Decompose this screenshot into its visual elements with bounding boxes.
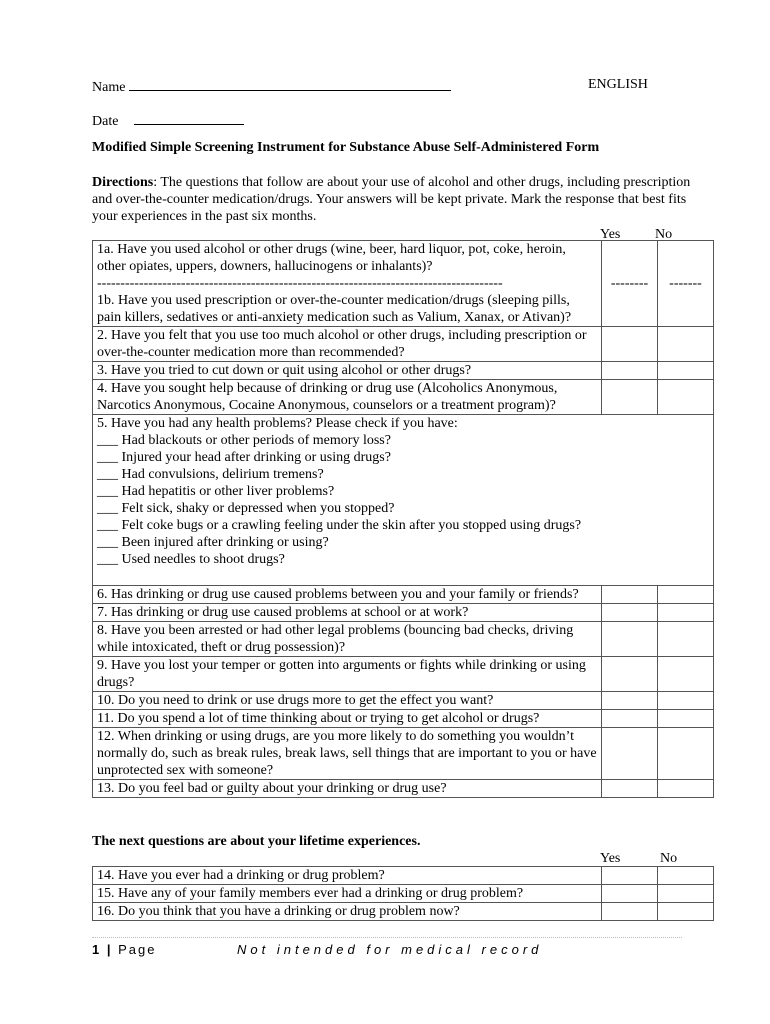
table-row bbox=[93, 415, 714, 586]
question-3-yes-cell[interactable] bbox=[602, 362, 658, 380]
health-check-item[interactable]: ___ Had blackouts or other periods of memory loss? bbox=[97, 433, 391, 448]
table-row bbox=[93, 692, 714, 710]
question-1-cell bbox=[93, 241, 602, 327]
no-column-header: No bbox=[655, 227, 673, 242]
page-label: Page bbox=[118, 942, 157, 957]
directions-text: : The questions that follow are about your use of alcohol and other drugs, including prescription and over-the-counter medication/drugs. Your answers will be kept private. Mark the response that best fits your experiences in the past six months. bbox=[92, 175, 691, 224]
name-field-row bbox=[92, 76, 451, 96]
page-number: 1 bbox=[92, 942, 102, 957]
directions-label: Directions bbox=[92, 175, 154, 190]
question-7-yes-cell[interactable] bbox=[602, 604, 658, 622]
page-separator: | bbox=[101, 942, 119, 957]
question-9-no-cell[interactable] bbox=[658, 657, 714, 692]
table-row bbox=[93, 622, 714, 657]
question-1-yes-dashes: -------- bbox=[610, 276, 649, 291]
question-8: 8. Have you been arrested or had other legal problems (bouncing bad checks, driving while intoxicated, theft or drug possession)? bbox=[93, 622, 602, 657]
question-13: 13. Do you feel bad or guilty about your drinking or drug use? bbox=[93, 780, 602, 798]
question-4-no-cell[interactable] bbox=[658, 380, 714, 415]
past-six-months-questions-table bbox=[92, 240, 714, 798]
directions-paragraph bbox=[92, 174, 712, 225]
question-5-intro: 5. Have you had any health problems? Please check if you have: bbox=[97, 416, 458, 431]
table-row bbox=[93, 586, 714, 604]
question-3: 3. Have you tried to cut down or quit using alcohol or other drugs? bbox=[93, 362, 602, 380]
question-16: 16. Do you think that you have a drinking or drug problem now? bbox=[93, 903, 602, 921]
question-6: 6. Has drinking or drug use caused problems between you and your family or friends? bbox=[93, 586, 602, 604]
health-check-item[interactable]: ___ Felt coke bugs or a crawling feeling under the skin after you stopped using drugs? bbox=[97, 518, 582, 533]
question-14-no-cell[interactable] bbox=[658, 867, 714, 885]
table-row bbox=[93, 604, 714, 622]
name-label: Name bbox=[92, 80, 126, 95]
page-footer bbox=[92, 941, 543, 958]
question-10-yes-cell[interactable] bbox=[602, 692, 658, 710]
question-14-yes-cell[interactable] bbox=[602, 867, 658, 885]
question-2-no-cell[interactable] bbox=[658, 327, 714, 362]
question-13-yes-cell[interactable] bbox=[602, 780, 658, 798]
table-row bbox=[93, 327, 714, 362]
question-7: 7. Has drinking or drug use caused problems at school or at work? bbox=[93, 604, 602, 622]
page-indicator bbox=[92, 942, 156, 957]
question-4: 4. Have you sought help because of drinking or drug use (Alcoholics Anonymous, Narcotics Anonymous, Cocaine Anonymous, counselors or a treatment program)? bbox=[93, 380, 602, 415]
question-14: 14. Have you ever had a drinking or drug problem? bbox=[93, 867, 602, 885]
question-5-cell bbox=[93, 415, 714, 586]
form-title: Modified Simple Screening Instrument for Substance Abuse Self-Administered Form bbox=[92, 140, 600, 155]
question-7-no-cell[interactable] bbox=[658, 604, 714, 622]
question-3-no-cell[interactable] bbox=[658, 362, 714, 380]
question-9: 9. Have you lost your temper or gotten into arguments or fights while drinking or using drugs? bbox=[93, 657, 602, 692]
date-label: Date bbox=[92, 114, 119, 129]
question-1-no-dashes: ------- bbox=[669, 276, 702, 291]
question-1b: 1b. Have you used prescription or over-the-counter medication/drugs (sleeping pills, pain killers, sedatives or anti-anxiety medication such as Valium, Xanax, or Ativan)? bbox=[97, 293, 572, 325]
table-row bbox=[93, 241, 714, 327]
yes-column-header: Yes bbox=[600, 227, 621, 242]
question-12-yes-cell[interactable] bbox=[602, 728, 658, 780]
question-16-no-cell[interactable] bbox=[658, 903, 714, 921]
question-1-separator: --------------------------------------------------------------------------------------- bbox=[97, 276, 503, 291]
table-row bbox=[93, 885, 714, 903]
table-row bbox=[93, 362, 714, 380]
health-check-item[interactable]: ___ Used needles to shoot drugs? bbox=[97, 552, 285, 567]
footer-divider bbox=[92, 937, 682, 938]
question-1a: 1a. Have you used alcohol or other drugs (wine, beer, hard liquor, pot, coke, heroin, other opiates, uppers, downers, hallucinogens or inhalants)? bbox=[97, 242, 566, 274]
question-11-yes-cell[interactable] bbox=[602, 710, 658, 728]
question-15: 15. Have any of your family members ever had a drinking or drug problem? bbox=[93, 885, 602, 903]
health-check-item[interactable]: ___ Been injured after drinking or using? bbox=[97, 535, 329, 550]
question-11: 11. Do you spend a lot of time thinking about or trying to get alcohol or drugs? bbox=[93, 710, 602, 728]
date-field-row bbox=[92, 110, 244, 130]
table-row bbox=[93, 710, 714, 728]
lifetime-section-heading: The next questions are about your lifetime experiences. bbox=[92, 834, 421, 849]
question-11-no-cell[interactable] bbox=[658, 710, 714, 728]
table-row bbox=[93, 728, 714, 780]
question-8-yes-cell[interactable] bbox=[602, 622, 658, 657]
question-1-yes-cell[interactable] bbox=[602, 241, 658, 327]
table-row bbox=[93, 867, 714, 885]
question-6-no-cell[interactable] bbox=[658, 586, 714, 604]
question-10: 10. Do you need to drink or use drugs more to get the effect you want? bbox=[93, 692, 602, 710]
date-input-line[interactable] bbox=[134, 110, 244, 125]
question-12-no-cell[interactable] bbox=[658, 728, 714, 780]
table-row bbox=[93, 903, 714, 921]
table-row bbox=[93, 380, 714, 415]
health-check-item[interactable]: ___ Felt sick, shaky or depressed when you stopped? bbox=[97, 501, 395, 516]
health-check-item[interactable]: ___ Injured your head after drinking or using drugs? bbox=[97, 450, 391, 465]
table-row bbox=[93, 657, 714, 692]
table-row bbox=[93, 780, 714, 798]
question-2: 2. Have you felt that you use too much alcohol or other drugs, including prescription or over-the-counter medication more than recommended? bbox=[93, 327, 602, 362]
question-10-no-cell[interactable] bbox=[658, 692, 714, 710]
question-2-yes-cell[interactable] bbox=[602, 327, 658, 362]
yes-column-header-2: Yes bbox=[600, 851, 621, 866]
question-16-yes-cell[interactable] bbox=[602, 903, 658, 921]
question-9-yes-cell[interactable] bbox=[602, 657, 658, 692]
question-15-no-cell[interactable] bbox=[658, 885, 714, 903]
question-4-yes-cell[interactable] bbox=[602, 380, 658, 415]
question-15-yes-cell[interactable] bbox=[602, 885, 658, 903]
health-check-item[interactable]: ___ Had hepatitis or other liver problems? bbox=[97, 484, 335, 499]
question-6-yes-cell[interactable] bbox=[602, 586, 658, 604]
question-12: 12. When drinking or using drugs, are you more likely to do something you wouldn’t normally do, such as break rules, break laws, sell things that are important to you or have unprotected sex with someone? bbox=[93, 728, 602, 780]
question-8-no-cell[interactable] bbox=[658, 622, 714, 657]
health-check-item[interactable]: ___ Had convulsions, delirium tremens? bbox=[97, 467, 324, 482]
no-column-header-2: No bbox=[660, 851, 678, 866]
language-label: ENGLISH bbox=[588, 77, 648, 92]
lifetime-questions-table bbox=[92, 866, 714, 921]
footer-note: Not intended for medical record bbox=[237, 942, 543, 957]
question-1-no-cell[interactable] bbox=[658, 241, 714, 327]
name-input-line[interactable] bbox=[129, 76, 451, 91]
question-13-no-cell[interactable] bbox=[658, 780, 714, 798]
